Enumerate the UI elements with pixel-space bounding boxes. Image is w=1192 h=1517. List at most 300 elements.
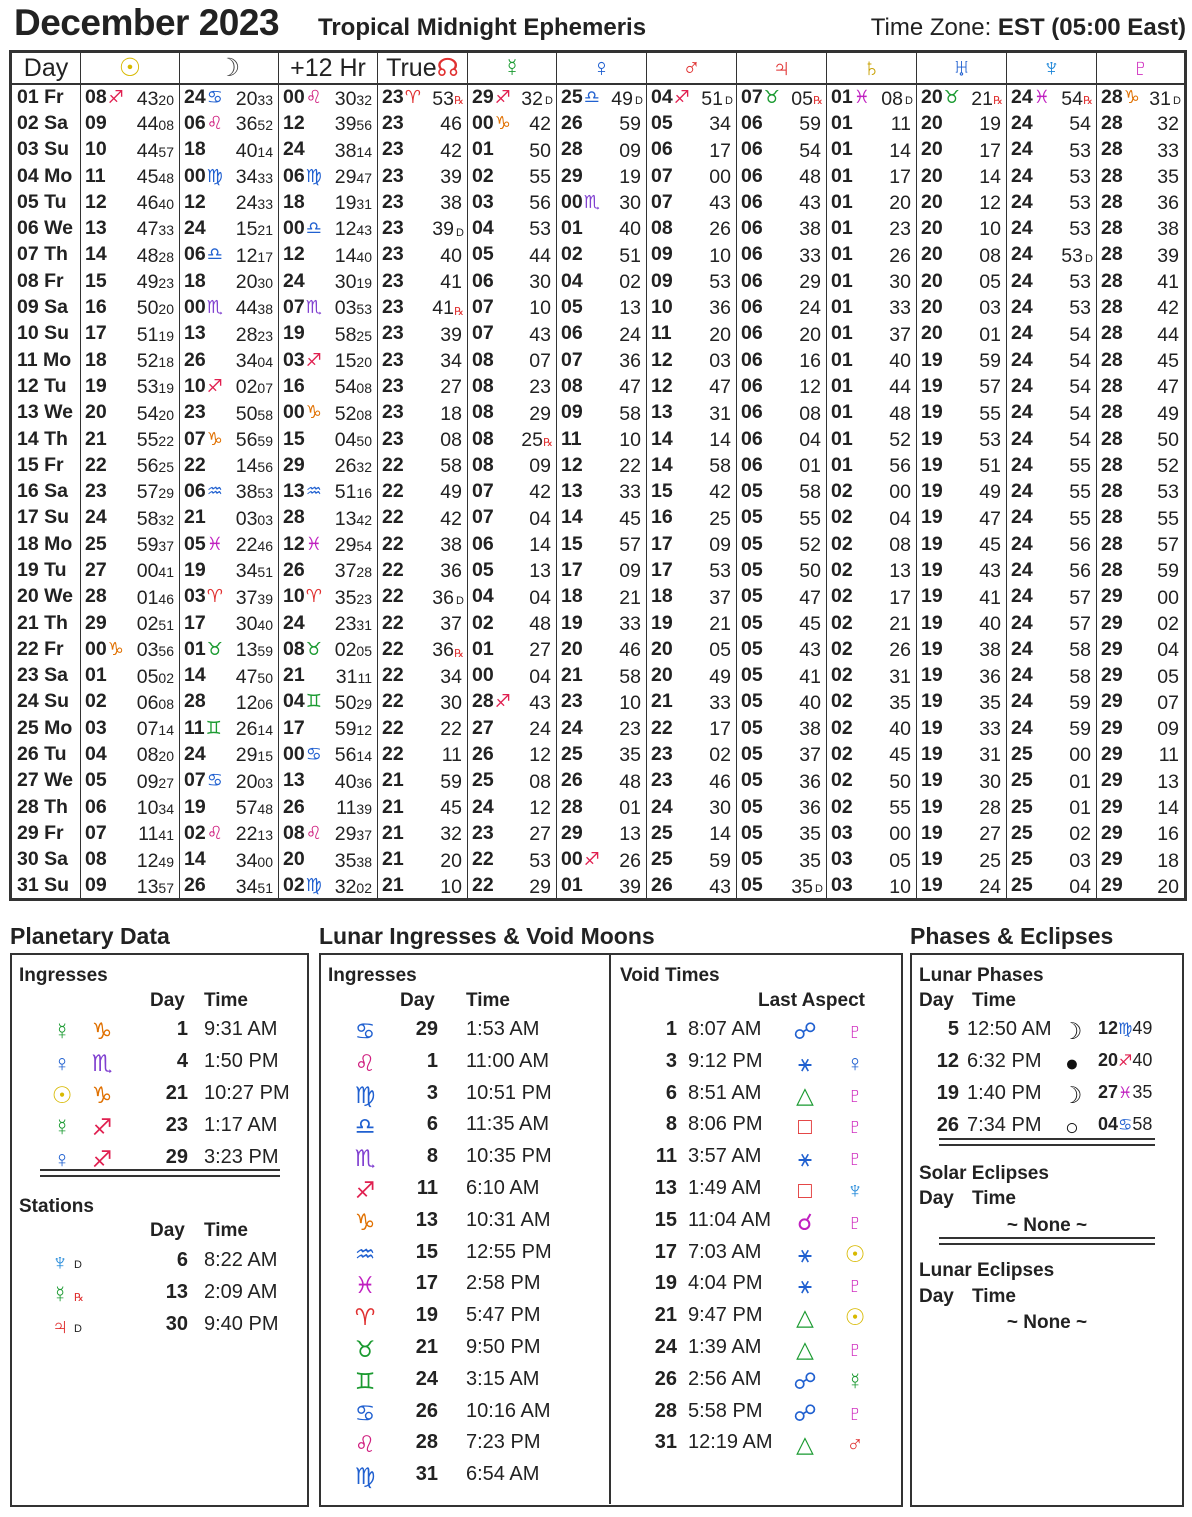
position-cell [81, 478, 180, 504]
sign-icon: ♑ [206, 428, 223, 449]
position-cell [468, 84, 557, 110]
seconds-value: 53 [257, 485, 273, 502]
minute-value: 17 [889, 165, 911, 188]
column-header: +12 Hr [279, 52, 378, 85]
position-cell [378, 505, 468, 531]
seconds-value: 23 [356, 590, 372, 607]
table-row [11, 741, 1186, 767]
degree-value: 20 [921, 111, 943, 134]
direct-marker: D [456, 226, 464, 239]
minute-value: 3404 [235, 349, 273, 372]
position-cell [180, 347, 279, 373]
minute-value: 1206 [235, 691, 273, 714]
minute-value: 33 [619, 481, 641, 504]
minute-value: 29 [799, 271, 821, 294]
minute-value: 31 [709, 402, 731, 425]
seconds-value: 36 [356, 774, 372, 791]
minute-value: 22 [619, 455, 641, 478]
minute-value: 21 [889, 612, 911, 635]
degree-value: 28 [1101, 401, 1123, 424]
minute-value: 37 [709, 586, 731, 609]
sextile-icon: ⚹ [798, 1145, 812, 1172]
direct-marker: D [1173, 95, 1181, 108]
position-cell [1007, 584, 1097, 610]
day-cell: 10 Su [17, 322, 70, 345]
position-cell [827, 478, 917, 504]
minute-value: 46 [709, 770, 731, 793]
position-cell [827, 557, 917, 583]
seconds-value: 13 [257, 827, 273, 844]
station-day: 6 [176, 1249, 188, 1271]
position-cell [279, 768, 378, 794]
day-cell: 25 Mo [17, 716, 73, 739]
degree-value: 18 [184, 138, 206, 161]
position-cell [81, 873, 180, 899]
degree-value: 24 [1011, 585, 1033, 608]
degree-value: 24 [1011, 296, 1033, 319]
minute-value: 43 [709, 192, 731, 215]
table-row [11, 820, 1186, 846]
seconds-value: 58 [257, 406, 273, 423]
mercury-icon: ☿ [53, 1018, 71, 1044]
degree-value: 28 [1101, 348, 1123, 371]
sign-icon: ♎ [206, 244, 223, 265]
virgo-icon: ♍ [354, 1463, 376, 1490]
position-cell [557, 137, 647, 163]
ingress-time: 1:53 AM [466, 1018, 540, 1040]
table-row [11, 663, 1186, 689]
seconds-value: 20 [158, 748, 174, 765]
degree-value: 07 [561, 348, 583, 371]
table-row [11, 794, 1186, 820]
position-cell [917, 847, 1007, 873]
degree-value: 19 [921, 769, 943, 792]
stations-day-header: Day [150, 1220, 185, 1241]
degree-value: 24 [283, 611, 305, 634]
minute-value: 48 [889, 402, 911, 425]
position-cell [1007, 794, 1097, 820]
position-cell [468, 794, 557, 820]
minute-value: 08 [881, 88, 903, 110]
minute-value: 09 [619, 560, 641, 583]
position-cell [180, 321, 279, 347]
minute-value: 5825 [334, 323, 372, 346]
degree-value: 28 [85, 585, 107, 608]
phase-day: 26 [936, 1114, 959, 1136]
minute-value: 3652 [235, 113, 273, 136]
minute-value: 2947 [334, 165, 372, 188]
minute-value: 39 [619, 875, 641, 898]
seconds-value: 39 [257, 590, 273, 607]
pluto-icon: ♇ [846, 1399, 864, 1426]
table-row [11, 84, 1186, 110]
degree-value: 02 [561, 243, 583, 266]
position-cell [737, 610, 827, 636]
planetary-data-title: Planetary Data [10, 923, 170, 949]
position-cell [827, 242, 917, 268]
degree-value: 23 [382, 243, 404, 266]
day-cell: 07 Th [17, 243, 68, 266]
minute-value: 48 [619, 770, 641, 793]
seconds-value: 41 [158, 827, 174, 844]
minute-value: 03 [709, 349, 731, 372]
seconds-value: 56 [356, 117, 372, 134]
minute-value: 36 [432, 586, 454, 609]
sign-icon: ♈ [305, 586, 322, 607]
minute-value: 53 [1069, 165, 1091, 188]
minute-value: 53 [529, 218, 551, 241]
degree-value: 12 [651, 348, 673, 371]
square-icon: □ [798, 1113, 812, 1140]
minute-value: 29 [529, 875, 551, 898]
minute-value: 21 [971, 88, 993, 110]
sign-icon: ♎ [583, 87, 600, 108]
degree-value: 17 [85, 322, 107, 345]
minute-value: 42 [709, 481, 731, 504]
degree-value: 05 [741, 532, 763, 555]
degree-value: 24 [1011, 322, 1033, 345]
degree-value: 24 [1011, 401, 1033, 424]
degree-value: 02 [831, 743, 853, 766]
position-cell [468, 847, 557, 873]
degree-value: 21 [561, 664, 583, 687]
minute-value: 5729 [136, 481, 174, 504]
position-cell [647, 347, 737, 373]
seconds-value: 31 [356, 196, 372, 213]
position-cell [378, 189, 468, 215]
minute-value: 36 [440, 560, 462, 583]
degree-value: 23 [85, 480, 107, 503]
position-cell [647, 189, 737, 215]
seconds-value: 27 [158, 774, 174, 791]
seconds-value: 21 [257, 222, 273, 239]
position-cell [378, 215, 468, 241]
minute-value: 30 [529, 271, 551, 294]
degree-value: 27 [85, 558, 107, 581]
position-cell [557, 242, 647, 268]
minute-value: 49 [979, 481, 1001, 504]
minute-value: 53 [529, 849, 551, 872]
minute-value: 25 [979, 849, 1001, 872]
position-cell [180, 137, 279, 163]
minute-value: 2003 [235, 770, 273, 793]
day-cell: 26 Tu [17, 743, 67, 766]
minute-value: 27 [440, 376, 462, 399]
position-cell [180, 531, 279, 557]
minute-value: 1034 [136, 797, 174, 820]
position-cell [378, 294, 468, 320]
degree-value: 05 [741, 769, 763, 792]
position-cell [827, 794, 917, 820]
degree-value: 24 [1011, 269, 1033, 292]
trine-icon: △ [796, 1431, 814, 1458]
position-cell [468, 741, 557, 767]
minute-value: 43 [799, 192, 821, 215]
pluto-icon: ♇ [846, 1272, 864, 1299]
void-time: 4:04 PM [688, 1272, 763, 1295]
position-cell [279, 373, 378, 399]
minute-value: 56 [529, 192, 551, 215]
seconds-value: 42 [356, 511, 372, 528]
degree-value: 19 [921, 480, 943, 503]
retrograde-marker: ℞ [543, 437, 553, 450]
degree-value: 24 [1011, 138, 1033, 161]
position-cell [1097, 689, 1186, 715]
degree-value: 05 [741, 506, 763, 529]
sextile-icon: ⚹ [798, 1240, 812, 1267]
void-row [321, 1050, 901, 1080]
position-cell [557, 663, 647, 689]
lunar-ingress-row [321, 1463, 901, 1493]
position-cell [1007, 452, 1097, 478]
position-cell [279, 294, 378, 320]
minute-value: 09 [709, 534, 731, 557]
day-cell: 09 Sa [17, 296, 68, 319]
planetary-ingress-row [12, 1050, 307, 1080]
position-cell [1007, 768, 1097, 794]
degree-value: 19 [921, 848, 943, 871]
degree-value: 28 [1101, 480, 1123, 503]
position-cell [378, 610, 468, 636]
degree-value: 09 [85, 873, 107, 896]
seconds-value: 46 [158, 590, 174, 607]
position-cell [917, 137, 1007, 163]
square-icon: □ [798, 1177, 812, 1203]
degree-value: 06 [184, 480, 206, 503]
minute-value: 14 [979, 165, 1001, 188]
position-cell [1097, 163, 1186, 189]
position-cell [917, 400, 1007, 426]
void-day: 1 [665, 1018, 677, 1040]
minute-value: 53 [979, 428, 1001, 451]
planetary-ingress-row [12, 1018, 307, 1048]
degree-value: 09 [561, 401, 583, 424]
degree-value: 01 [831, 296, 853, 319]
degree-value: 28 [1101, 217, 1123, 240]
position-cell [917, 610, 1007, 636]
position-cell [557, 110, 647, 136]
minute-value: 2937 [334, 823, 372, 846]
position-cell [468, 663, 557, 689]
degree-value: 09 [85, 111, 107, 134]
seconds-value: 38 [257, 301, 273, 318]
degree-value: 07 [85, 821, 107, 844]
minute-value: 58 [440, 455, 462, 478]
day-cell: 11 Mo [17, 348, 72, 371]
degree-value: 05 [741, 821, 763, 844]
seconds-value: 51 [257, 564, 273, 581]
degree-value: 29 [561, 164, 583, 187]
sign-icon: ♊ [205, 717, 222, 738]
phase-position: 20♐40 [1098, 1050, 1153, 1070]
position-cell [917, 741, 1007, 767]
void-row [321, 1113, 901, 1143]
sign-icon: ♋ [206, 87, 223, 108]
degree-value: 29 [1101, 585, 1123, 608]
ingress-time: 3:23 PM [204, 1146, 279, 1168]
position-cell [737, 873, 827, 899]
degree-value: 21 [382, 769, 404, 792]
sign-icon: ♐ [583, 849, 600, 870]
minute-value: 38 [799, 218, 821, 241]
sign-icon: ♐ [1118, 1053, 1133, 1070]
minute-value: 41 [979, 586, 1001, 609]
degree-value: 06 [741, 111, 763, 134]
direct-marker: D [1085, 253, 1093, 266]
position-cell [180, 268, 279, 294]
degree-value: 24 [1011, 558, 1033, 581]
table-row [11, 689, 1186, 715]
degree-value: 23 [472, 821, 494, 844]
position-cell [279, 689, 378, 715]
position-cell [378, 478, 468, 504]
degree-value: 24 [472, 795, 494, 818]
position-cell [1097, 373, 1186, 399]
position-cell [1097, 189, 1186, 215]
void-time: 7:03 AM [688, 1240, 762, 1263]
minute-value: 13 [529, 560, 551, 583]
minute-value: 53 [709, 560, 731, 583]
opposition-icon: ☍ [793, 1018, 817, 1044]
minute-value: 31 [979, 744, 1001, 767]
minute-value: 42 [1157, 297, 1179, 320]
position-cell [827, 610, 917, 636]
position-cell [827, 268, 917, 294]
minute-value: 38 [440, 534, 462, 557]
position-cell [557, 163, 647, 189]
sign-icon: ♏ [305, 297, 322, 318]
minute-value: 55 [889, 797, 911, 820]
position-cell [180, 189, 279, 215]
minute-value: 54 [1069, 428, 1091, 451]
minute-value: 4923 [136, 271, 174, 294]
seconds-value: 02 [356, 879, 372, 896]
page-subtitle: Tropical Midnight Ephemeris [318, 14, 647, 41]
void-time: 8:51 AM [688, 1081, 762, 1104]
minute-value: 59 [619, 113, 641, 136]
position-cell [737, 478, 827, 504]
minute-value: 1342 [334, 507, 372, 530]
position-cell [827, 137, 917, 163]
degree-value: 06 [85, 795, 107, 818]
position-cell [378, 163, 468, 189]
seconds-value: 43 [356, 222, 372, 239]
minute-value: 2033 [235, 88, 273, 110]
minute-value: 45 [799, 612, 821, 635]
position-cell [180, 663, 279, 689]
degree-value: 17 [283, 716, 305, 739]
minute-value: 1357 [136, 875, 174, 898]
minute-value: 58 [799, 481, 821, 504]
position-cell [180, 426, 279, 452]
sign-icon: ♍ [305, 874, 322, 895]
minute-value: 24 [529, 718, 551, 741]
ingress-day: 17 [415, 1272, 438, 1295]
minute-value: 13 [1157, 770, 1179, 793]
minute-value: 11 [890, 113, 911, 136]
minute-value: 12 [979, 192, 1001, 215]
table-row [11, 505, 1186, 531]
minute-value: 05 [979, 271, 1001, 294]
minute-value: 36 [709, 297, 731, 320]
degree-value: 01 [561, 217, 583, 240]
seconds-value: 51 [158, 616, 174, 633]
degree-value: 00 [561, 848, 583, 871]
degree-value: 04 [283, 690, 305, 713]
trine-icon: △ [796, 1304, 814, 1331]
degree-value: 14 [651, 427, 673, 450]
degree-value: 06 [741, 348, 763, 371]
degree-value: 08 [651, 217, 673, 240]
degree-value: 23 [382, 401, 404, 424]
minute-value: 40 [889, 718, 911, 741]
minute-value: 4828 [136, 244, 174, 267]
phase-day: 19 [936, 1082, 959, 1104]
minute-value: 53 [1069, 192, 1091, 215]
void-row [321, 1241, 901, 1271]
minute-value: 5208 [334, 402, 372, 425]
minute-value: 50 [889, 770, 911, 793]
degree-value: 06 [472, 532, 494, 555]
divider [939, 1138, 1155, 1146]
position-cell [468, 373, 557, 399]
degree-value: 19 [921, 690, 943, 713]
position-cell [180, 110, 279, 136]
minute-value: 55 [1069, 507, 1091, 530]
sign-icon: ♒ [305, 481, 322, 502]
degree-value: 28 [1101, 532, 1123, 555]
position-cell [279, 531, 378, 557]
phase-row [912, 1018, 1182, 1048]
pluto-icon: ♇ [846, 1018, 864, 1044]
degree-value: 08 [472, 374, 494, 397]
seconds-value: 08 [158, 695, 174, 712]
table-row [11, 321, 1186, 347]
planetary-day-header: Day [150, 990, 185, 1011]
full-moon-icon: ○ [1065, 1114, 1079, 1140]
ingress-time: 5:47 PM [466, 1304, 541, 1327]
position-cell [378, 794, 468, 820]
minute-value: 55 [799, 507, 821, 530]
minute-value: 04 [529, 507, 551, 530]
minute-value: 56 [1069, 534, 1091, 557]
minute-value: 59 [1069, 691, 1091, 714]
position-cell [917, 268, 1007, 294]
position-cell [180, 242, 279, 268]
degree-value: 21 [85, 427, 107, 450]
degree-value: 23 [382, 322, 404, 345]
degree-value: 23 [382, 296, 404, 319]
seconds-value: 14 [356, 143, 372, 160]
seconds-value: 17 [257, 248, 273, 265]
minute-value: 14 [889, 139, 911, 162]
position-cell [1007, 426, 1097, 452]
degree-value: 01 [831, 269, 853, 292]
minute-value: 40 [889, 349, 911, 372]
seconds-value: 56 [257, 459, 273, 476]
degree-value: 01 [184, 637, 206, 660]
minute-value: 5912 [334, 718, 372, 741]
degree-value: 21 [382, 848, 404, 871]
position-cell [180, 689, 279, 715]
minute-value: 26 [709, 218, 731, 241]
lunar-ingresses-box [319, 953, 903, 1507]
degree-value: 20 [561, 637, 583, 660]
minute-value: 47 [709, 376, 731, 399]
minute-value: 3956 [334, 113, 372, 136]
minute-value: 46 [619, 639, 641, 662]
jupiter-icon: ♃ [737, 52, 827, 85]
